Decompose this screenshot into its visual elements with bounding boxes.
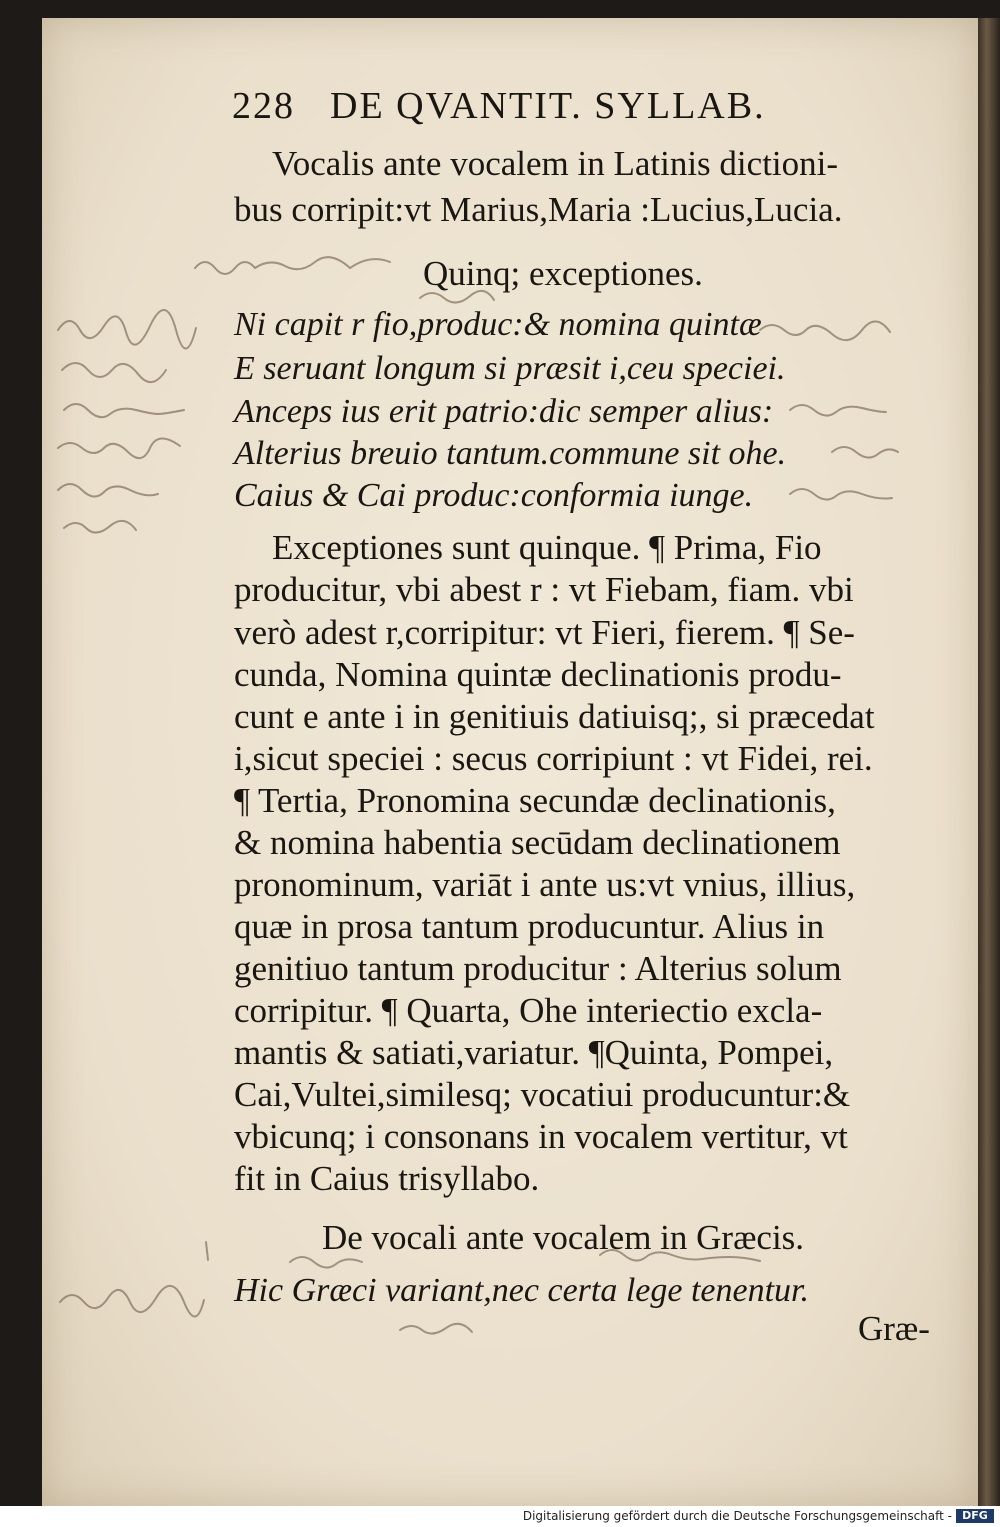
paragraph-line-1: Exceptiones sunt quinque. ¶ Prima, Fio [272, 528, 822, 567]
section-heading-exceptions: Quinq; exceptiones. [423, 254, 703, 293]
dfg-logo: DFG [956, 1509, 994, 1523]
paragraph-line-15: vbicunq; i consonans in vocalem vertitur, vt [234, 1117, 848, 1156]
verse-line-2: E seruant longum si præsit i,ceu speciei. [234, 350, 786, 387]
paragraph-line-8: & nomina habentia secūdam declinationem [234, 823, 841, 862]
catchword: Græ- [858, 1309, 930, 1348]
verse-line-4: Alterius breuio tantum.commune sit ohe. [234, 435, 787, 472]
paragraph-line-2: producitur, vbi abest r : vt Fiebam, fiam. vbi [234, 570, 854, 609]
rule-line-1: Vocalis ante vocalem in Latinis dictioni- [272, 144, 839, 183]
paragraph-line-9: pronominum, variāt i ante us:vt vnius, illius, [234, 865, 856, 904]
page-number: 228 [232, 85, 295, 127]
paragraph-line-4: cunda, Nomina quintæ declinationis produ- [234, 655, 842, 694]
verse-line-1: Ni capit r fio,produc:& nomina quintæ [234, 306, 762, 343]
paragraph-line-3: verò adest r,corripitur: vt Fieri, fierem. ¶ Se- [234, 613, 855, 652]
paragraph-line-16: fit in Caius trisyllabo. [234, 1159, 540, 1198]
paragraph-line-7: ¶ Tertia, Pronomina secundæ declinationis, [234, 781, 836, 820]
paragraph-line-6: i,sicut speciei : secus corripiunt : vt Fidei, rei. [234, 739, 873, 778]
digitization-credit: Digitalisierung gefördert durch die Deutsche Forschungsgemeinschaft - [522, 1509, 952, 1523]
verse-greek-line-1: Hic Græci variant,nec certa lege tenentur. [234, 1272, 810, 1309]
paragraph-line-14: Cai,Vultei,similesq; vocatiui producuntur:& [234, 1075, 851, 1114]
section-heading-greek: De vocali ante vocalem in Græcis. [322, 1218, 805, 1257]
verse-line-5: Caius & Cai produc:conformia iunge. [234, 477, 754, 514]
verse-line-3: Anceps ius erit patrio:dic semper alius: [234, 393, 774, 430]
paragraph-line-10: quæ in prosa tantum producuntur. Alius in [234, 907, 825, 946]
paragraph-line-11: genitiuo tantum producitur : Alterius solum [234, 949, 842, 988]
paragraph-line-5: cunt e ante i in genitiuis datiuisq;, si præcedat [234, 697, 875, 736]
running-title: DE QVANTIT. SYLLAB. [330, 85, 766, 127]
paragraph-line-13: mantis & satiati,variatur. ¶Quinta, Pompei, [234, 1033, 834, 1072]
paragraph-line-12: corripitur. ¶ Quarta, Ohe interiectio excla- [234, 991, 823, 1030]
rule-line-2: bus corripit:vt Marius,Maria :Lucius,Lucia. [234, 190, 843, 229]
